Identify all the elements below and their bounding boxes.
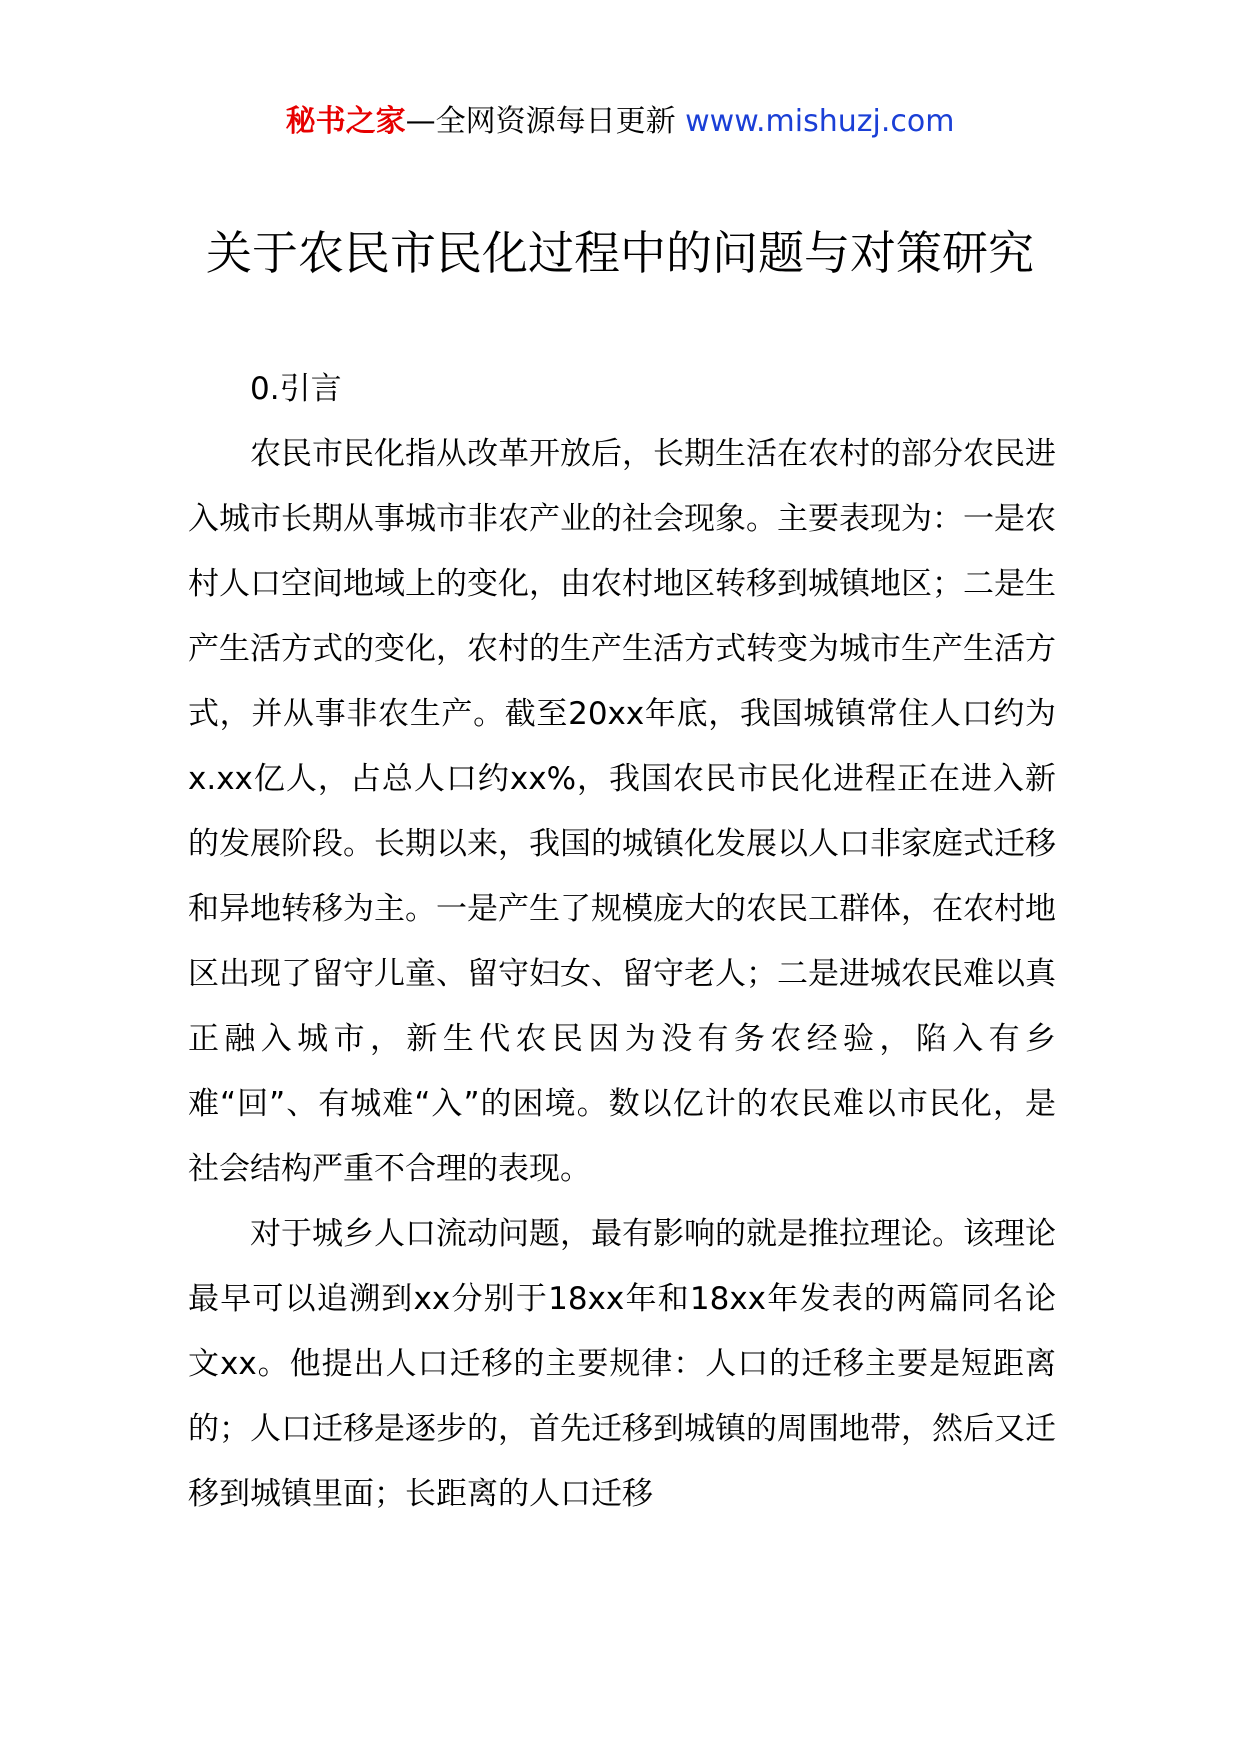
banner-dash: — (405, 104, 436, 139)
document-body (188, 357, 1056, 1527)
section-heading: 0.引言 (250, 371, 342, 407)
body-paragraph: 农民市民化指从改革开放后，长期生活在农村的部分农民进入城市长期从事城市非农产业的社会现象。主要表现为：一是农村人口空间地域上的变化，由农村地区转移到城镇地区；二是生产生活方式的变化，农村的生产生活方式转变为城市生产生活方式，并从事非农生产。截至20xx年底，我国城镇常住人口约为x.xx亿人，占总人口约xx%，我国农民市民化进程正在进入新的发展阶段。长期以来，我国的城镇化发展以人口非家庭式迁移和异地转移为主。一是产生了规模庞大的农民工群体，在农村地区出现了留守儿童、留守妇女、留守老人；二是进城农民难以真正融入城市，新生代农民因为没有务农经验，陷入有乡难“回”、有城难“入”的困境。数以亿计的农民难以市民化，是社会结构严重不合理的表现。 (188, 436, 1056, 1187)
banner-tagline: 全网资源每日更新 (435, 104, 676, 139)
brand-name: 秘书之家 (285, 104, 406, 139)
document-title: 关于农民市民化过程中的问题与对策研究 (206, 226, 1034, 280)
body-paragraph: 对于城乡人口流动问题，最有影响的就是推拉理论。该理论最早可以追溯到xx分别于18xx年和18xx年发表的两篇同名论文xx。他提出人口迁移的主要规律：人口的迁移主要是短距离的；人口迁移是逐步的，首先迁移到城镇的周围地带，然后又迁移到城镇里面；长距离的人口迁移 (188, 1216, 1056, 1512)
site-banner (0, 102, 1240, 142)
site-url-link[interactable]: www.mishuzj.com (685, 104, 955, 139)
